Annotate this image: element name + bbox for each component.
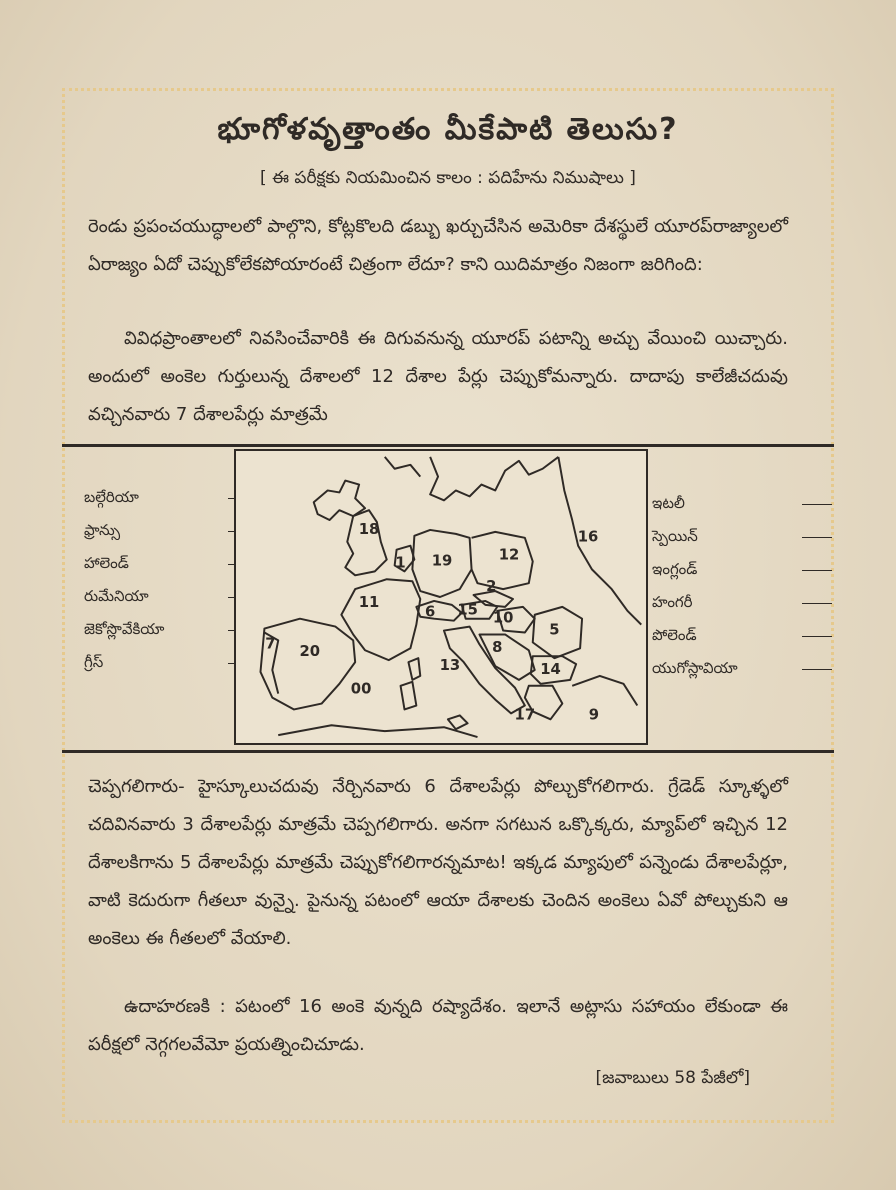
map-quiz (62, 444, 834, 756)
country-name: ఇటలీ (652, 493, 685, 512)
europe-map (234, 449, 648, 745)
bottom-rule (62, 750, 834, 753)
country-list-left (84, 482, 256, 680)
country-name: హంగరీ (652, 592, 693, 611)
country-name: హాలెండ్ (84, 553, 129, 572)
list-item (652, 587, 832, 620)
list-item (84, 548, 256, 581)
list-item (84, 581, 256, 614)
map-number-label: 13 (439, 657, 461, 674)
answer-blank[interactable] (802, 504, 832, 505)
list-item (652, 554, 832, 587)
country-name: బల్గేరియా (84, 487, 139, 506)
country-name: యుగోస్లావియా (652, 658, 738, 677)
map-number-label: 17 (514, 706, 536, 724)
example-paragraph: ఉదాహరణకి : పటంలో 16 అంకె వున్నది రష్యాదేశం. ఇలానే అట్లాసు సహాయం లేకుండా ఈ పరీక్షలో నెగ్గగలవేమో ప్రయత్నించిచూడు. (88, 996, 788, 1055)
map-number-label: 9 (588, 706, 600, 724)
map-number-label: 14 (540, 660, 561, 678)
list-item (84, 647, 256, 680)
country-name: జెకోస్లొవేకియా (84, 619, 165, 638)
results-paragraph: చెప్పగలిగారు- హైస్కూలుచదువు నేర్చినవారు 6 దేశాలపేర్లు పోల్చుకోగలిగారు. గ్రేడెడ్ స్కూళ్ళలో చదివినవారు 3 దేశాలపేర్లు మాత్రమే చెప్పగలిగారు. అనగా సగటున ఒక్కొక్కరు, మ్యాప్‌లో ఇచ్చిన 12 దేశాలకిగాను 5 దేశాలపేర్లు మాత్రమే చెప్పుకోగలిగారన్నమాట! ఇక్కడ మ్యాపులో పన్నెండు దేశాలపేర్లూ, వాటి కెదురుగా గీతలూ వున్నై. పైనున్న పటంలో ఆయా దేశాలకు చెందిన అంకెలు ఏవో పోల్చుకుని ఆ అంకెలు ఈ గీతలలో వేయాలి. (88, 776, 788, 949)
map-number-label: 12 (498, 546, 520, 564)
top-rule (62, 444, 834, 447)
list-item (652, 620, 832, 653)
answer-blank[interactable] (802, 636, 832, 637)
list-item (652, 653, 832, 686)
answer-reference: [జవాబులు 58 పేజీలో] (595, 1068, 750, 1088)
map-number-label: 5 (549, 621, 560, 639)
answer-blank[interactable] (802, 603, 832, 604)
country-name: ఫ్రాన్సు (84, 520, 121, 539)
list-item (84, 482, 256, 515)
time-limit-note: [ ఈ పరీక్షకు నియమించిన కాలం : పదిహేను నిముషాలు ] (260, 168, 636, 188)
answer-blank[interactable] (802, 537, 832, 538)
map-number-label: 7 (265, 635, 276, 653)
answer-blank[interactable] (802, 669, 832, 670)
map-number-label: 6 (425, 603, 436, 621)
list-item (84, 515, 256, 548)
map-number-label: 2 (486, 578, 497, 596)
map-number-label: 1 (395, 554, 406, 572)
map-number-label: 16 (577, 528, 599, 546)
map-number-label: 10 (492, 609, 514, 627)
country-list-right (652, 488, 832, 686)
context-paragraph: వివిధప్రాంతాలలో నివసించేవారికి ఈ దిగువనున్న యూరప్ పటాన్ని అచ్చు వేయించి యిచ్చారు. అందులో అంకెల గుర్తులున్న దేశాలలో 12 దేశాల పేర్లు చెప్పుకోమన్నారు. దాదాపు కాలేజీచదువు వచ్చినవారు 7 దేశాలపేర్లు మాత్రమే (88, 328, 788, 425)
intro-paragraph: రెండు ప్రపంచయుద్ధాలలో పాల్గొని, కోట్లకొలది డబ్బు ఖర్చుచేసిన అమెరికా దేశస్థులే యూరప్‌రాజ్యాలలో ఏరాజ్యం ఏదో చెప్పుకోలేకపోయారంటే చిత్రంగా లేదూ? కాని యిదిమాత్రం నిజంగా జరిగింది: (88, 216, 788, 275)
list-item (652, 488, 832, 521)
country-name: గ్రీస్ (84, 652, 104, 671)
map-number-label: 11 (358, 593, 380, 611)
map-number-label: 00 (350, 680, 372, 698)
map-number-label: 20 (299, 643, 321, 661)
europe-map-drawing (236, 451, 646, 743)
country-name: స్పెయిన్ (652, 526, 698, 545)
list-item (84, 614, 256, 647)
map-number-label: 19 (431, 552, 453, 570)
country-name: పోలెండ్ (652, 625, 697, 644)
page-title: భూగోళవృత్తాంతం మీకేపాటి తెలుసు? (217, 112, 679, 147)
map-number-label: 18 (358, 520, 380, 538)
list-item (652, 521, 832, 554)
country-name: ఇంగ్లండ్ (652, 559, 698, 578)
answer-blank[interactable] (802, 570, 832, 571)
map-number-label: 15 (457, 601, 478, 619)
map-number-label: 8 (492, 639, 503, 657)
country-name: రుమేనియా (84, 586, 149, 605)
